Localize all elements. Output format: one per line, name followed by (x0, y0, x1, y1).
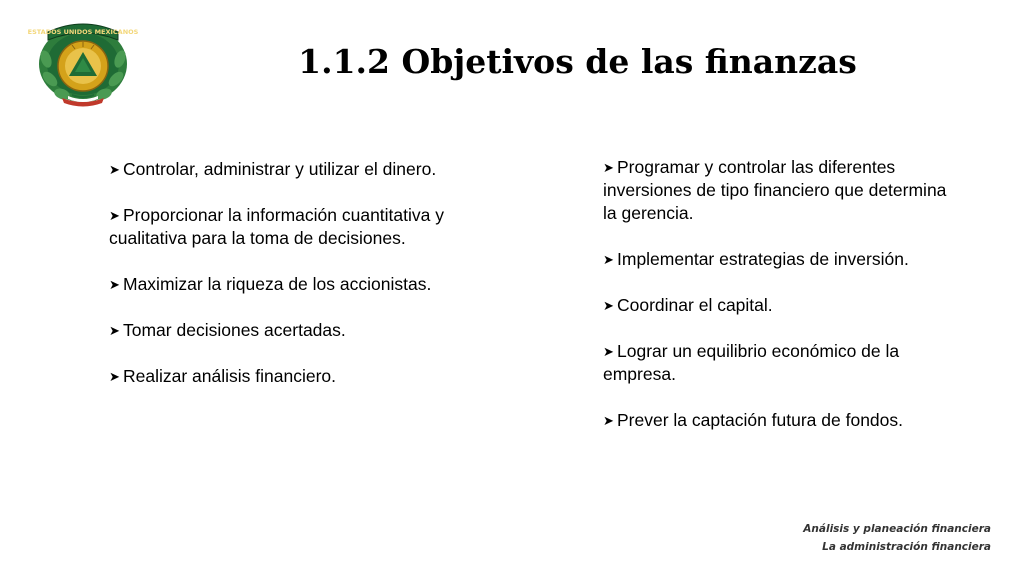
list-item: ➤ Maximizar la riqueza de los accionistas. (109, 274, 432, 294)
list-item: ➤ Controlar, administrar y utilizar el dinero. (109, 159, 437, 179)
arrow-bullet-icon: ➤ (603, 252, 614, 267)
arrow-bullet-icon: ➤ (603, 160, 614, 175)
footer-unit-title: La administración financiera (822, 541, 991, 553)
arrow-bullet-icon: ➤ (603, 413, 614, 428)
list-item: ➤ Lograr un equilibrio económico de la empresa. (603, 341, 900, 384)
arrow-bullet-icon: ➤ (109, 323, 120, 338)
arrow-bullet-icon: ➤ (109, 277, 120, 292)
list-item: ➤ Tomar decisiones acertadas. (109, 320, 346, 340)
list-item: ➤ Implementar estrategias de inversión. (603, 249, 909, 269)
seal-emblem-icon (27, 14, 139, 106)
list-item: ➤ Proporcionar la información cuantitativa y cualitativa para la toma de decisiones. (109, 205, 444, 248)
list-item: ➤ Prever la captación futura de fondos. (603, 410, 904, 430)
arrow-bullet-icon: ➤ (109, 208, 120, 223)
footer-caption (803, 520, 991, 556)
arrow-bullet-icon: ➤ (603, 344, 614, 359)
right-objectives-list (603, 156, 948, 455)
page-title: 1.1.2 Objetivos de las finanzas (298, 42, 857, 81)
seal-text: ESTADOS UNIDOS MEXICANOS (27, 28, 139, 36)
left-objectives-list (109, 158, 479, 411)
list-item: ➤ Realizar análisis financiero. (109, 366, 337, 386)
list-item: ➤ Programar y controlar las diferentes inversiones de tipo financiero que determina la gerencia. (603, 157, 947, 223)
arrow-bullet-icon: ➤ (603, 298, 614, 313)
list-item: ➤ Coordinar el capital. (603, 295, 773, 315)
arrow-bullet-icon: ➤ (109, 162, 120, 177)
arrow-bullet-icon: ➤ (109, 369, 120, 384)
footer-course-title: Análisis y planeación financiera (803, 523, 991, 535)
institution-seal-logo (27, 14, 139, 106)
